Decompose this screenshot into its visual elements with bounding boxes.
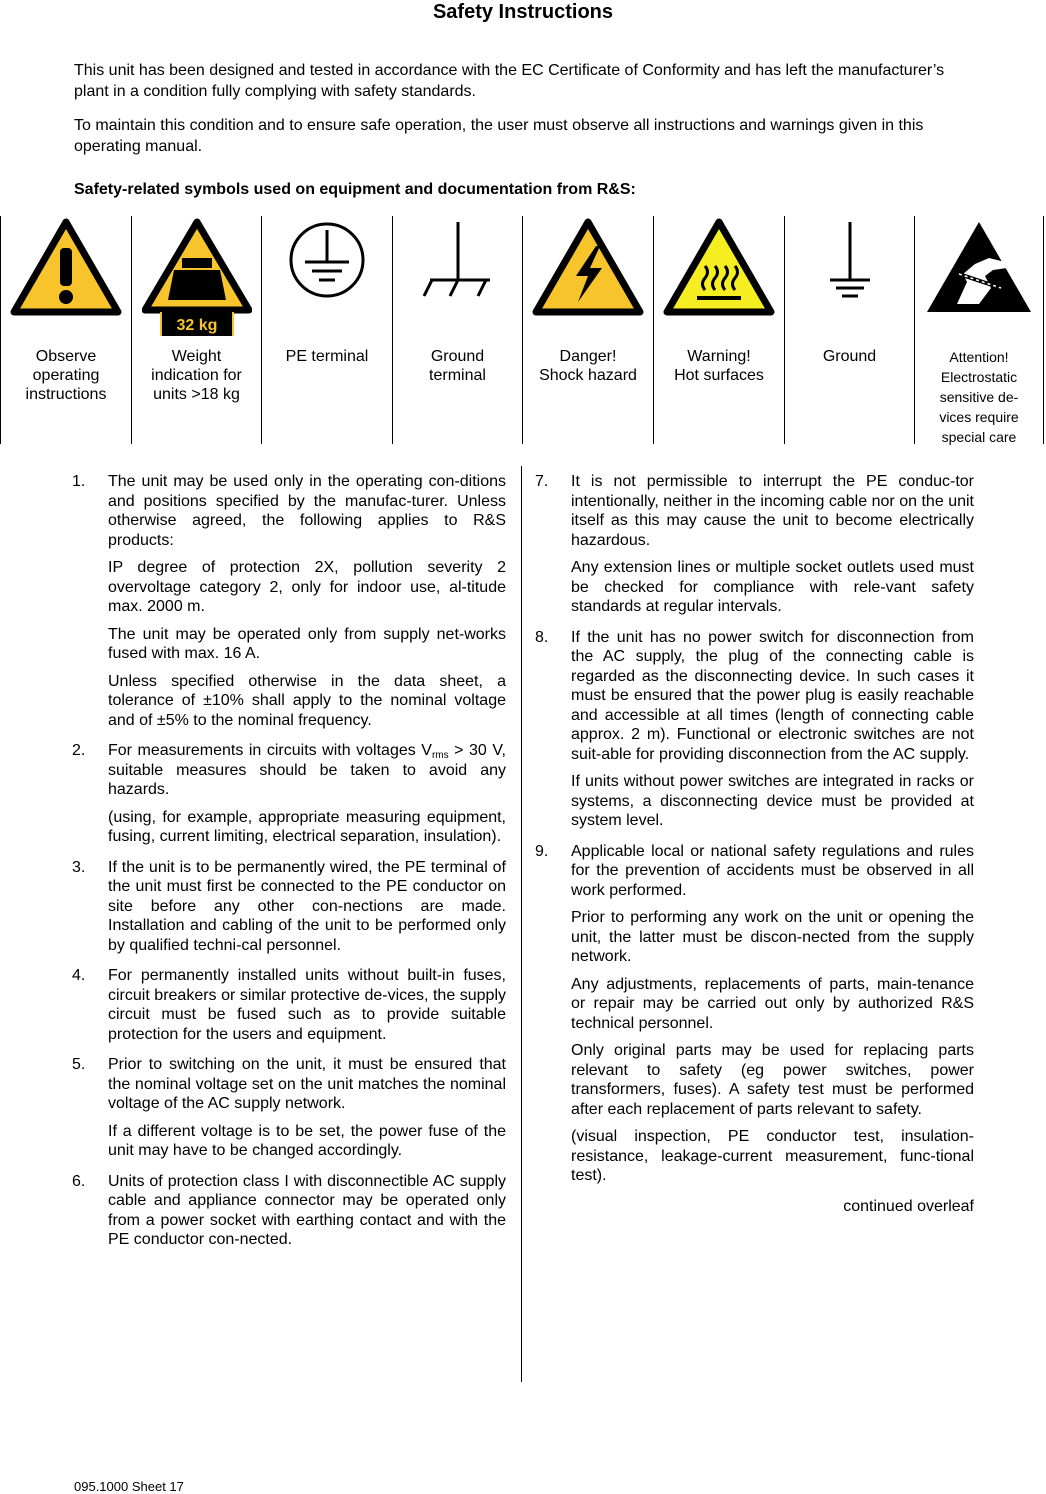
symbol-caption: Ground: [822, 348, 877, 365]
instruction-item-8: 8. If the unit has no power switch for disconnection from the AC supply, the plug of the connecting cable is regarded as the disconnecting device. In such cases it must be ensured that the power plug is easily reachable and accessible at all times (length of connecting cable approx. 2 m). Functional or electronic switches are not suit-able for providing disconnection from the AC supply. If units without power switches are integrated in racks or systems, a disconnecting device must be provided at system level.: [535, 628, 974, 829]
symbol-caption: Attention! Electrostatic sensitive de- vices require special care: [939, 349, 1019, 445]
intro-paragraph-2: To maintain this condition and to ensure safe operation, the user must observe all instructions and warnings given in this operating manual.: [74, 117, 924, 155]
symbol-cell-weight: [131, 216, 261, 444]
hot-surface-icon: [663, 218, 775, 318]
instruction-item-3: 3. If the unit is to be permanently wired, the PE terminal of the unit must first be connected to the PE conductor on site before any other con-nections are made. Installation and cabling of the unit to be performed only by qualified techni-cal personnel.: [72, 858, 506, 954]
symbol-cell-electrostatic: [914, 216, 1043, 444]
symbol-cell-shock-hazard: [522, 216, 653, 444]
weight-badge: 32 kg: [176, 317, 217, 334]
symbols-heading: Safety-related symbols used on equipment and documentation from R&S:: [74, 181, 636, 198]
instruction-item-1: 1. The unit may be used only in the operating con-ditions and positions specified by the manufac-turer. Unless otherwise agreed, the following applies to R&S products: IP degree of protection 2X, pollution severity 2 overvoltage category 2, only for indoor use, al-titude max. 2000 m. The unit may be operated only from supply net-works fused with max. 16 A. Unless specified otherwise in the data sheet, a tolerance of ±10% shall apply to the nominal voltage and of ±5% to the nominal frequency.: [72, 473, 506, 729]
continued-overleaf: continued overleaf: [843, 1197, 974, 1215]
instructions-left-column: [72, 472, 506, 1261]
exclamation-warning-icon: [10, 218, 122, 318]
instruction-item-7: 7. It is not permissible to interrupt the PE conduc-tor intentionally, neither in the incoming cable nor on the unit itself as this may cause the unit to become electrically hazardous. Any extension lines or multiple socket outlets used must be checked for compliance with rele-vant safety standards at regular intervals.: [535, 473, 974, 615]
instruction-item-4: 4. For permanently installed units without built-in fuses, circuit breakers or similar protective de-vices, the supply circuit must be fused such as to provide suitable protection for the users and equipment.: [72, 967, 506, 1043]
symbol-caption: Weight indication for units >18 kg: [151, 348, 242, 403]
pe-terminal-icon: [282, 218, 372, 308]
instructions-right-column: [535, 472, 974, 1216]
instruction-item-6: 6. Units of protection class I with disconnectible AC supply cable and appliance connector may be operated only from a power socket with earthing contact and with the PE conductor con-nected.: [72, 1172, 506, 1248]
symbol-cell-pe-terminal: [261, 216, 392, 444]
weight-warning-icon: [142, 218, 252, 340]
symbol-cell-ground-terminal: [392, 216, 522, 444]
symbol-cell-observe: [0, 216, 131, 444]
shock-hazard-icon: [532, 218, 644, 318]
symbols-table: [0, 216, 1046, 444]
symbol-cell-hot-surfaces: [653, 216, 784, 444]
table-right-border: [1043, 216, 1044, 444]
symbol-caption: PE terminal: [285, 348, 369, 365]
instruction-item-9: 9. Applicable local or national safety regulations and rules for the prevention of accidents must be observed in all work performed. Prior to performing any work on the unit or opening the unit, the latter must be discon-nected from the supply network. Any adjustments, replacements of parts, main-tenance or repair may be carried out only by authorized R&S technical personnel. Only original parts may be used for replacing parts relevant to safety (eg power switches, power transformers, fuses). A safety test must be performed after each replacement of parts relevant to safety. (visual inspection, PE conductor test, insulation-resistance, leakage-current measurement, func-tional test).: [535, 842, 974, 1184]
symbol-cell-ground: [784, 216, 914, 444]
symbol-caption: Warning! Hot surfaces: [674, 348, 764, 384]
page-title: Safety Instructions: [432, 1, 614, 23]
sheet-footer: 095.1000 Sheet 17: [74, 1479, 184, 1494]
symbol-caption: Observe operating instructions: [25, 348, 107, 403]
electrostatic-icon: [923, 218, 1035, 318]
intro-paragraph-1: This unit has been designed and tested in accordance with the EC Certificate of Conformity and has left the manufacturer’s plant in a condition fully complying with safety standards.: [74, 62, 945, 100]
symbol-caption: Ground terminal: [429, 348, 486, 384]
symbol-caption: Danger! Shock hazard: [539, 348, 637, 384]
ground-icon: [820, 218, 880, 308]
ground-terminal-icon: [418, 218, 498, 308]
instruction-item-2: 2. For measurements in circuits with voltages $V_{rms} > 30$ V, suitable measures should be taken to avoid any hazards. (using, for example, appropriate measuring equipment, fusing, current limiting, electrical separation, insulation).: [72, 742, 507, 845]
column-divider: [521, 466, 522, 1382]
instruction-item-5: 5. Prior to switching on the unit, it must be ensured that the nominal voltage set on the unit matches the nominal voltage of the AC supply network. If a different voltage is to be set, the power fuse of the unit may have to be changed accordingly.: [72, 1056, 506, 1159]
